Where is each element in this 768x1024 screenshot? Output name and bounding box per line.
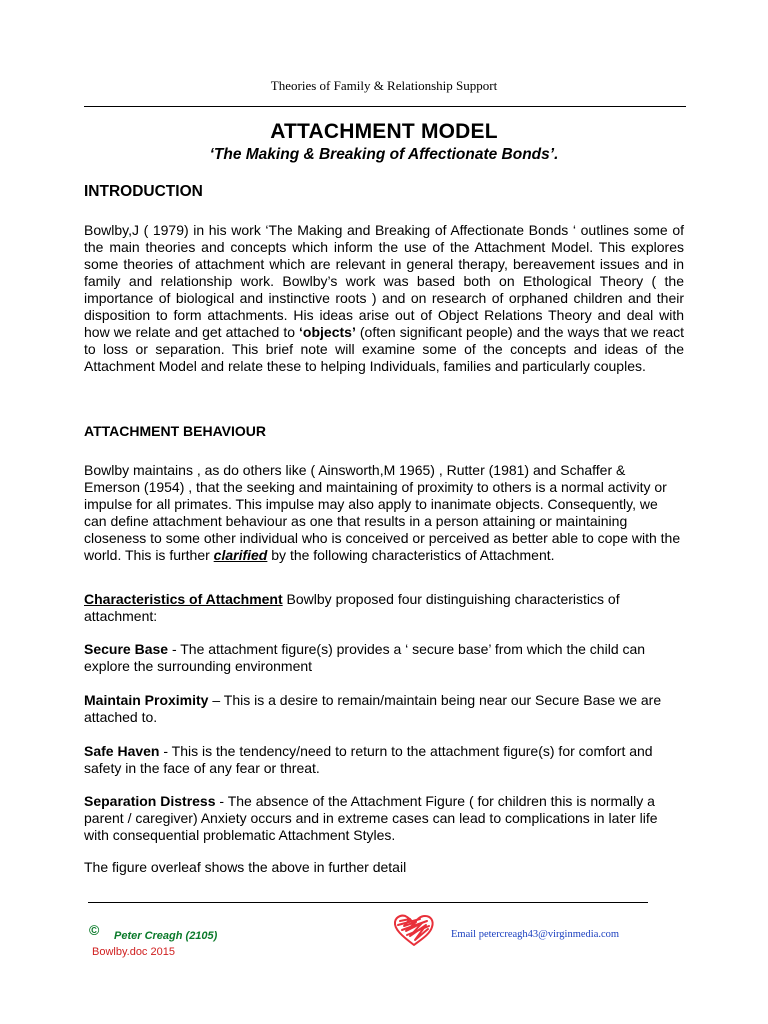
characteristic-text: - The attachment figure(s) provides a ‘ secure base’ from which the child can explore the surrounding environment	[84, 641, 646, 674]
closing-sentence: The figure overleaf shows the above in further detail	[84, 859, 407, 875]
author-credit: Peter Creagh (2105)	[114, 930, 218, 942]
document-title: ATTACHMENT MODEL	[270, 120, 498, 143]
introduction-text-b: (often significant people) and the ways that we react to loss or separation. This brief note will examine some of the concepts and ideas of the Attachment Model and relate these to helping Individuals, families and particularly couples.	[84, 324, 684, 374]
clarified-term: clarified	[213, 547, 268, 563]
characteristic-item	[84, 641, 684, 675]
behaviour-text-a: Bowlby maintains , as do others like ( Ainsworth,M 1965) , Rutter (1981) and Schaffer & Emerson (1954) , that the seeking and maintaining of proximity to others is a normal activity or impulse for all primates. This impulse may also apply to inanimate objects. Consequently, we can define attachment behaviour as one that results in a person attaining or maintaining closeness to some other individual who is conceived or perceived as better able to cope with the world. This is further	[84, 462, 681, 563]
document-subtitle: ‘The Making & Breaking of Affectionate Bonds’.	[209, 146, 559, 163]
attachment-behaviour-paragraph	[84, 462, 684, 564]
characteristic-term: Maintain Proximity	[84, 692, 209, 708]
characteristic-term: Secure Base	[84, 641, 169, 657]
behaviour-text-b: by the following characteristics of Attachment.	[267, 547, 555, 563]
introduction-paragraph	[84, 222, 684, 375]
characteristic-item	[84, 793, 684, 844]
introduction-text-a: Bowlby,J ( 1979) in his work ‘The Making and Breaking of Affectionate Bonds ‘ outlines some of the main theories and concepts which inform the use of the Attachment Model. This explores some theories of attachment which are relevant in general therapy, bereavement issues and in family and relationship work. Bowlby’s work was based both on Ethological Theory ( the importance of biological and instinctive roots ) and on research of orphaned children and their disposition to form attachments. His ideas arise out of Object Relations Theory and deal with how we relate and get attached to	[84, 222, 684, 340]
characteristics-heading: Characteristics of Attachment	[84, 591, 283, 607]
characteristic-text: - The absence of the Attachment Figure ( for children this is normally a parent / caregiver) Anxiety occurs and in extreme cases can lead to complications in later life with consequential problematic Attachment Styles.	[84, 793, 658, 843]
header-divider	[84, 106, 686, 107]
characteristic-item	[84, 692, 684, 726]
characteristic-item	[84, 743, 684, 777]
footer-divider	[88, 902, 648, 903]
file-name: Bowlby.doc 2015	[92, 946, 175, 958]
introduction-heading: INTRODUCTION	[84, 183, 203, 200]
objects-term: ‘objects’	[299, 324, 356, 340]
characteristic-term: Separation Distress	[84, 793, 216, 809]
characteristics-intro: Bowlby proposed four distinguishing characteristics of attachment:	[84, 591, 620, 624]
running-header: Theories of Family & Relationship Support	[270, 78, 498, 93]
characteristics-paragraph	[84, 591, 684, 625]
email-address[interactable]: Email petercreagh43@virginmedia.com	[451, 929, 620, 940]
characteristic-text: – This is a desire to remain/maintain being near our Secure Base we are attached to.	[84, 692, 662, 725]
heart-scribble-icon	[392, 912, 436, 948]
characteristic-text: - This is the tendency/need to return to the attachment figure(s) for comfort and safety in the face of any fear or threat.	[84, 743, 653, 776]
attachment-behaviour-heading: ATTACHMENT BEHAVIOUR	[84, 423, 266, 439]
copyright-symbol: ©	[89, 922, 100, 938]
characteristic-term: Safe Haven	[84, 743, 160, 759]
